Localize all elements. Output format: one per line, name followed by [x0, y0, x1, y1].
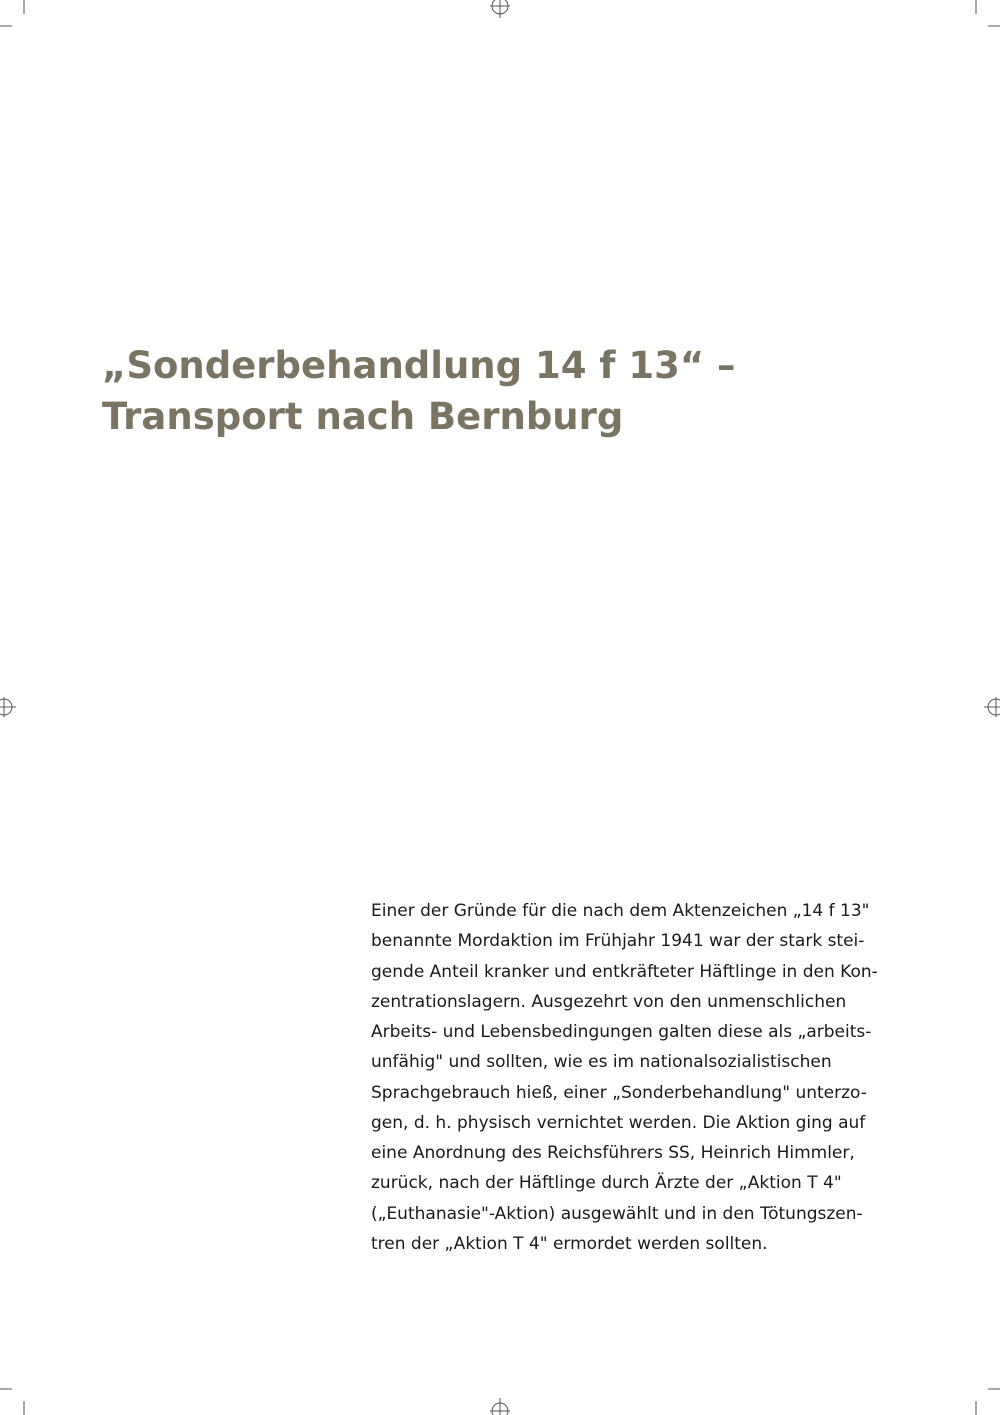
- body-line: unfähig" und sollten, wie es im nationalsozialistischen: [371, 1052, 832, 1073]
- body-line: zentrationslagern. Ausgezehrt von den unmenschlichen: [371, 991, 847, 1012]
- body-line: Arbeits- und Lebensbedingungen galten diese als „arbeits-: [371, 1022, 872, 1042]
- body-line: eine Anordnung des Reichsführers SS, Heinrich Himmler,: [371, 1143, 855, 1163]
- body-line: Einer der Gründe für die nach dem Aktenzeichen „14 f 13": [371, 901, 870, 921]
- body-line: tren der „Aktion T 4" ermordet werden sollten.: [371, 1233, 768, 1254]
- body-paragraph: [371, 896, 911, 1259]
- chapter-title-line-2: Transport nach Bernburg: [102, 395, 624, 438]
- body-line: gende Anteil kranker und entkräfteter Häftlinge in den Kon-: [371, 961, 878, 982]
- body-line: gen, d. h. physisch vernichtet werden. Die Aktion ging auf: [371, 1112, 866, 1133]
- chapter-title: [102, 340, 902, 442]
- chapter-title-line-1: „Sonderbehandlung 14 f 13“ –: [102, 344, 736, 387]
- body-line: benannte Mordaktion im Frühjahr 1941 war der stark stei-: [371, 931, 865, 952]
- body-line: („Euthanasie"-Aktion) ausgewählt und in den Tötungszen-: [371, 1203, 863, 1224]
- body-line: zurück, nach der Häftlinge durch Ärzte der „Aktion T 4": [371, 1173, 842, 1194]
- body-line: Sprachgebrauch hieß, einer „Sonderbehandlung" unterzo-: [371, 1082, 867, 1103]
